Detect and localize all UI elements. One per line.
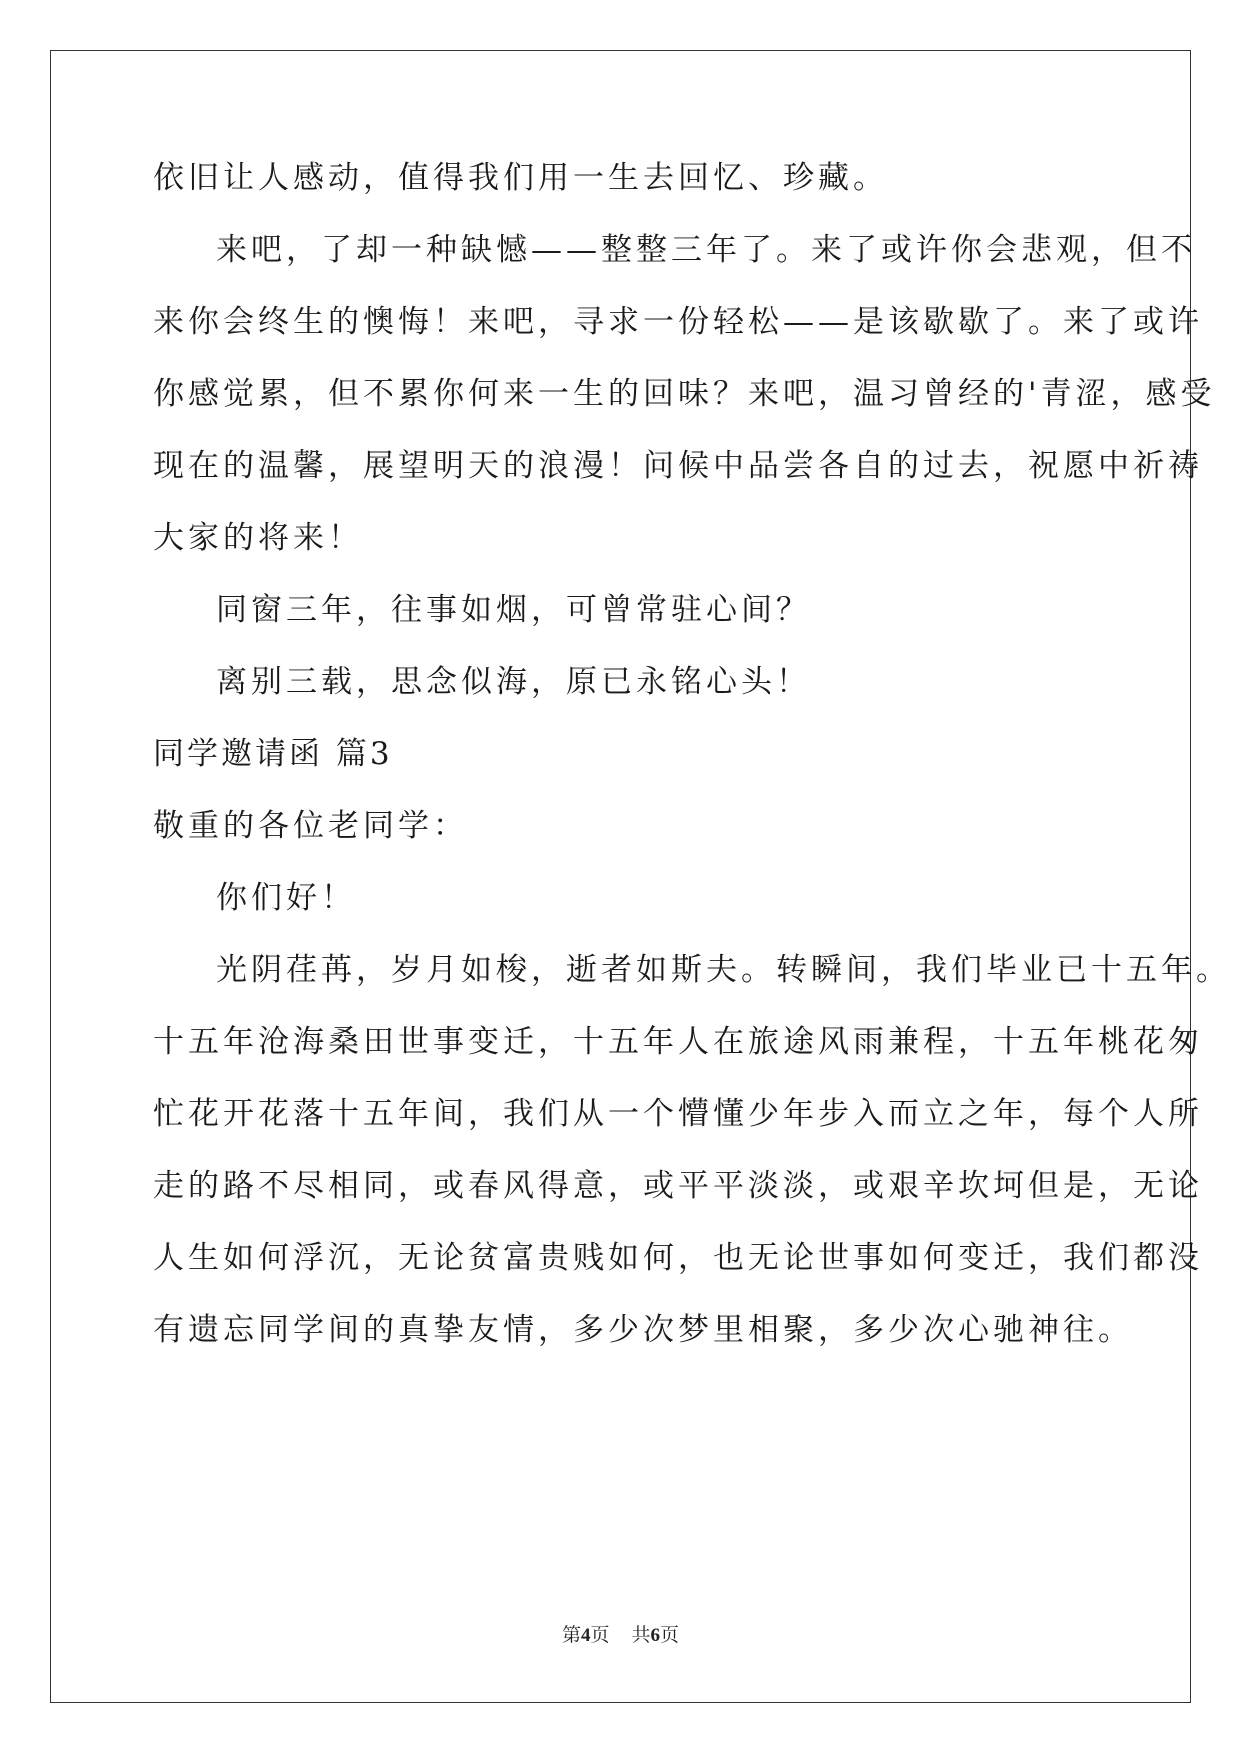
text-line: 走的路不尽相同，或春风得意，或平平淡淡，或艰辛坎坷但是，无论: [153, 1168, 1203, 1204]
page-footer: [0, 1620, 1241, 1647]
text-line: 现在的温馨，展望明天的浪漫！问候中品尝各自的过去，祝愿中祈祷: [153, 448, 1203, 484]
salutation: 敬重的各位老同学：: [153, 808, 468, 844]
page-prefix: 第: [561, 1624, 581, 1646]
page-mid: 页: [590, 1624, 610, 1646]
text-line: 你感觉累，但不累你何来一生的回味？来吧，温习曾经的'青涩，感受: [153, 376, 1216, 412]
text-line: 十五年沧海桑田世事变迁，十五年人在旅途风雨兼程，十五年桃花匆: [153, 1024, 1203, 1060]
greeting: 你们好！: [216, 880, 356, 916]
section-heading: 同学邀请函 篇3: [153, 736, 393, 772]
text-line: 大家的将来！: [153, 520, 363, 556]
text-line: 来吧，了却一种缺憾——整整三年了。来了或许你会悲观，但不: [216, 232, 1196, 268]
page-total: 6: [650, 1625, 661, 1646]
text-line: 来你会终生的懊悔！来吧，寻求一份轻松——是该歇歇了。来了或许: [153, 304, 1203, 340]
total-suffix: 页: [660, 1624, 680, 1646]
total-prefix: 共: [631, 1624, 651, 1646]
text-line: 同窗三年，往事如烟，可曾常驻心间？: [216, 592, 811, 628]
text-line: 人生如何浮沉，无论贫富贵贱如何，也无论世事如何变迁，我们都没: [153, 1240, 1203, 1276]
text-line: 有遗忘同学间的真挚友情，多少次梦里相聚，多少次心驰神往。: [153, 1312, 1133, 1348]
page-current: 4: [580, 1625, 591, 1646]
text-line: 离别三载，思念似海，原已永铭心头！: [216, 664, 811, 700]
page-border: [50, 50, 1191, 1703]
text-line: 光阴荏苒，岁月如梭，逝者如斯夫。转瞬间，我们毕业已十五年。: [216, 952, 1231, 988]
text-line: 忙花开花落十五年间，我们从一个懵懂少年步入而立之年，每个人所: [153, 1096, 1203, 1132]
text-line: 依旧让人感动，值得我们用一生去回忆、珍藏。: [153, 160, 888, 196]
